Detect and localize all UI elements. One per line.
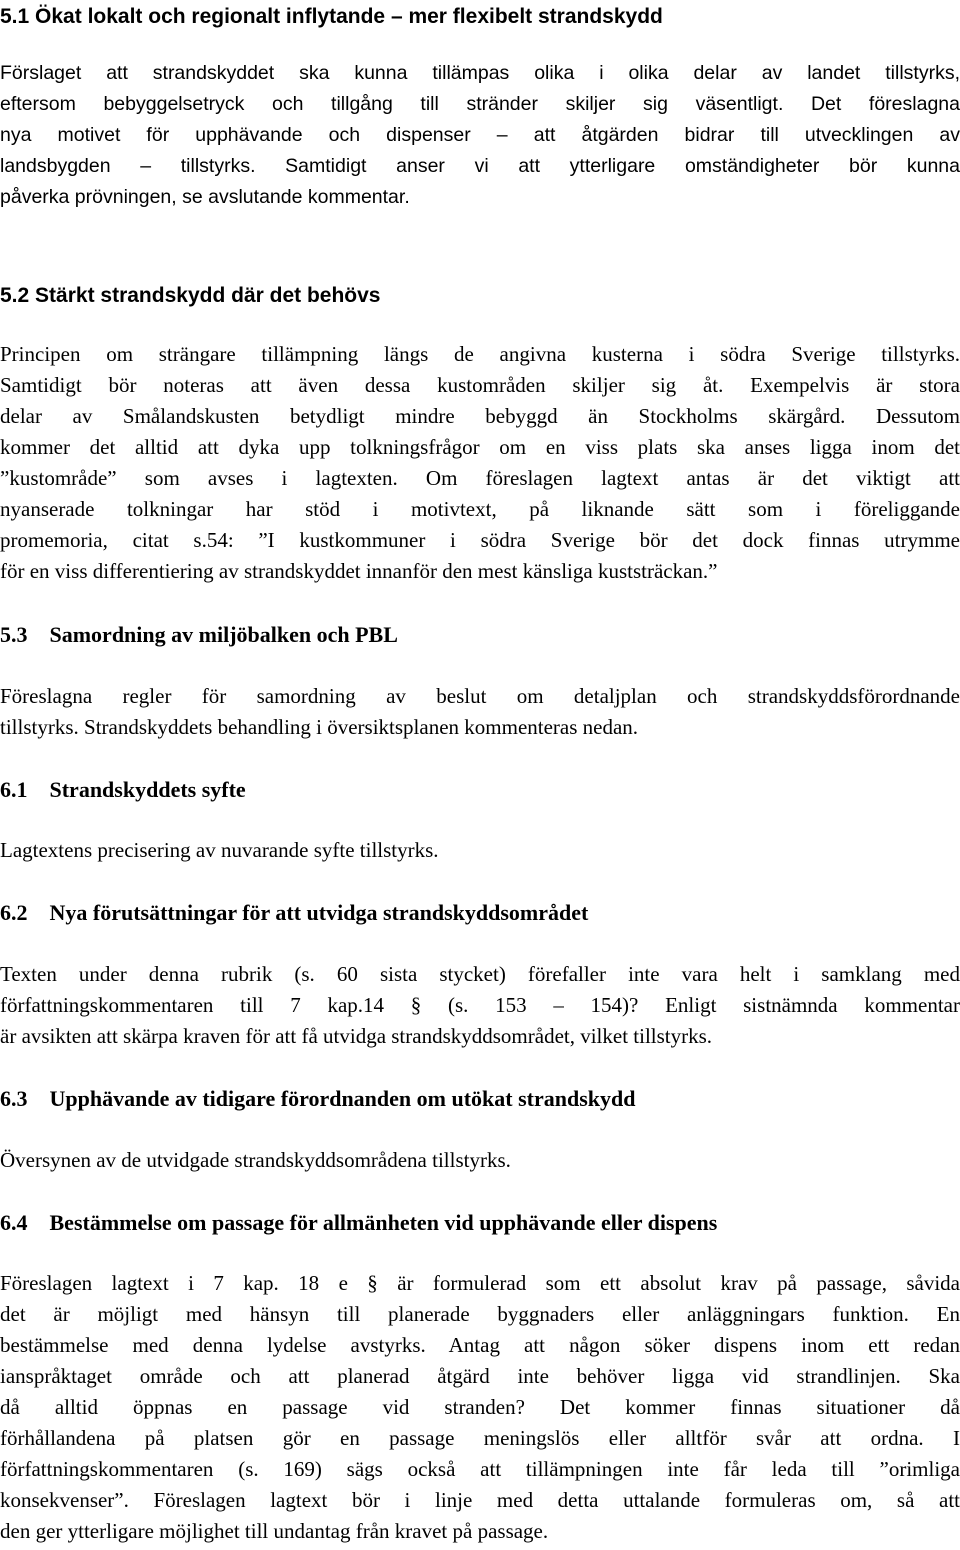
- paragraph-line: bestämmelse med denna lydelse avstyrks. Antag att någon söker dispens inom ett redan: [0, 1333, 960, 1357]
- section-number: 6.2: [0, 900, 28, 925]
- section-paragraph-6-1: [0, 835, 960, 866]
- paragraph-line: delar av Smålandskusten betydligt mindre bebyggd än Stockholms skärgård. Dessutom: [0, 404, 960, 428]
- paragraph-line: eftersom bebyggelsetryck och tillgång till stränder skiljer sig väsentligt. Det föreslagna: [0, 93, 960, 115]
- paragraph-line: Samtidigt bör noteras att även dessa kustområden skiljer sig åt. Exempelvis är stora: [0, 373, 960, 397]
- section-paragraph-6-2: [0, 959, 960, 1052]
- section-number: 6.3: [0, 1086, 28, 1111]
- section-paragraph-5-3: [0, 681, 960, 743]
- section-paragraph-5-2: [0, 339, 960, 587]
- section-heading-6-4: [0, 1212, 960, 1234]
- paragraph-line: Principen om strängare tillämpning längs de angivna kusterna i södra Sverige tillstyrks.: [0, 342, 960, 366]
- section-number: 5.1: [0, 5, 30, 28]
- section-title: Bestämmelse om passage för allmänheten vid upphävande eller dispens: [49, 1210, 718, 1235]
- paragraph-line: då alltid öppnas en passage vid stranden? Det kommer finnas situationer då: [0, 1395, 960, 1419]
- section-heading-5-3: [0, 624, 960, 646]
- paragraph-line: författningskommentaren till 7 kap.14 § (s. 153 – 154)? Enligt sistnämnda kommentar: [0, 993, 960, 1017]
- section-paragraph-6-3: [0, 1145, 960, 1176]
- paragraph-line: påverka prövningen, se avslutande kommentar.: [0, 186, 410, 208]
- paragraph-line: Texten under denna rubrik (s. 60 sista stycket) förefaller inte vara helt i samklang med: [0, 962, 960, 986]
- paragraph-line: nyanserade tolkningar har stöd i motivtext, på liknande sätt som i föreliggande: [0, 497, 960, 521]
- section-heading-6-3: [0, 1088, 960, 1110]
- paragraph-line: ianspråktaget område och att planerad åtgärd inte behöver ligga vid strandlinjen. Ska: [0, 1364, 960, 1388]
- paragraph-line: Föreslagen lagtext i 7 kap. 18 e § är formulerad som ett absolut krav på passage, såvida: [0, 1271, 960, 1295]
- paragraph-line: tillstyrks. Strandskyddets behandling i översiktsplanen kommenteras nedan.: [0, 715, 639, 739]
- section-number: 6.1: [0, 777, 28, 802]
- section-number: 6.4: [0, 1210, 28, 1235]
- paragraph-line: Föreslagna regler för samordning av beslut om detaljplan och strandskyddsförordnande: [0, 684, 960, 708]
- section-title: Stärkt strandskydd där det behövs: [35, 284, 381, 307]
- section-title: Nya förutsättningar för att utvidga strandskyddsområdet: [49, 900, 589, 925]
- section-heading-5-1: [0, 6, 960, 27]
- paragraph-line: landsbygden – tillstyrks. Samtidigt anser vi att ytterligare omständigheter bör kunna: [0, 155, 960, 177]
- paragraph-line: Översynen av de utvidgade strandskyddsområdena tillstyrks.: [0, 1148, 511, 1172]
- section-number: 5.2: [0, 284, 30, 307]
- paragraph-line: den ger ytterligare möjlighet till undantag från kravet på passage.: [0, 1519, 549, 1543]
- paragraph-line: nya motivet för upphävande och dispenser – att åtgärden bidrar till utvecklingen av: [0, 124, 960, 146]
- paragraph-line: förhållandena på platsen gör en passage meningslös eller alltför svår att ordna. I: [0, 1426, 960, 1450]
- section-paragraph-5-1: [0, 58, 960, 213]
- section-paragraph-6-4: [0, 1268, 960, 1547]
- paragraph-line: kommer det alltid att dyka upp tolkningsfrågor om en viss plats ska anses ligga inom det: [0, 435, 960, 459]
- paragraph-line: ”kustområde” som avses i lagtexten. Om föreslagen lagtext antas är det viktigt att: [0, 466, 960, 490]
- section-number: 5.3: [0, 622, 28, 647]
- paragraph-line: konsekvenser”. Föreslagen lagtext bör i linje med detta uttalande formuleras om, så att: [0, 1488, 960, 1512]
- paragraph-line: promemoria, citat s.54: ”I kustkommuner i södra Sverige bör det dock finnas utrymme: [0, 528, 960, 552]
- paragraph-line: författningskommentaren (s. 169) sägs också att tillämpningen inte får leda till ”orimliga: [0, 1457, 960, 1481]
- section-heading-6-1: [0, 779, 960, 801]
- paragraph-line: är avsikten att skärpa kraven för att få utvidga strandskyddsområdet, vilket tillstyrks.: [0, 1024, 713, 1048]
- section-heading-5-2: [0, 285, 960, 306]
- section-title: Ökat lokalt och regionalt inflytande – mer flexibelt strandskydd: [35, 5, 663, 28]
- section-title: Samordning av miljöbalken och PBL: [49, 622, 398, 647]
- section-title: Strandskyddets syfte: [49, 777, 246, 802]
- paragraph-line: det är möjligt med hänsyn till planerade byggnaders eller anläggningars funktion. En: [0, 1302, 960, 1326]
- section-title: Upphävande av tidigare förordnanden om utökat strandskydd: [49, 1086, 636, 1111]
- paragraph-line: för en viss differentiering av strandskyddet innanför den mest känsliga kuststräckan.”: [0, 559, 718, 583]
- paragraph-line: Lagtextens precisering av nuvarande syfte tillstyrks.: [0, 838, 439, 862]
- paragraph-line: Förslaget att strandskyddet ska kunna tillämpas olika i olika delar av landet tillstyrks,: [0, 62, 960, 84]
- section-heading-6-2: [0, 902, 960, 924]
